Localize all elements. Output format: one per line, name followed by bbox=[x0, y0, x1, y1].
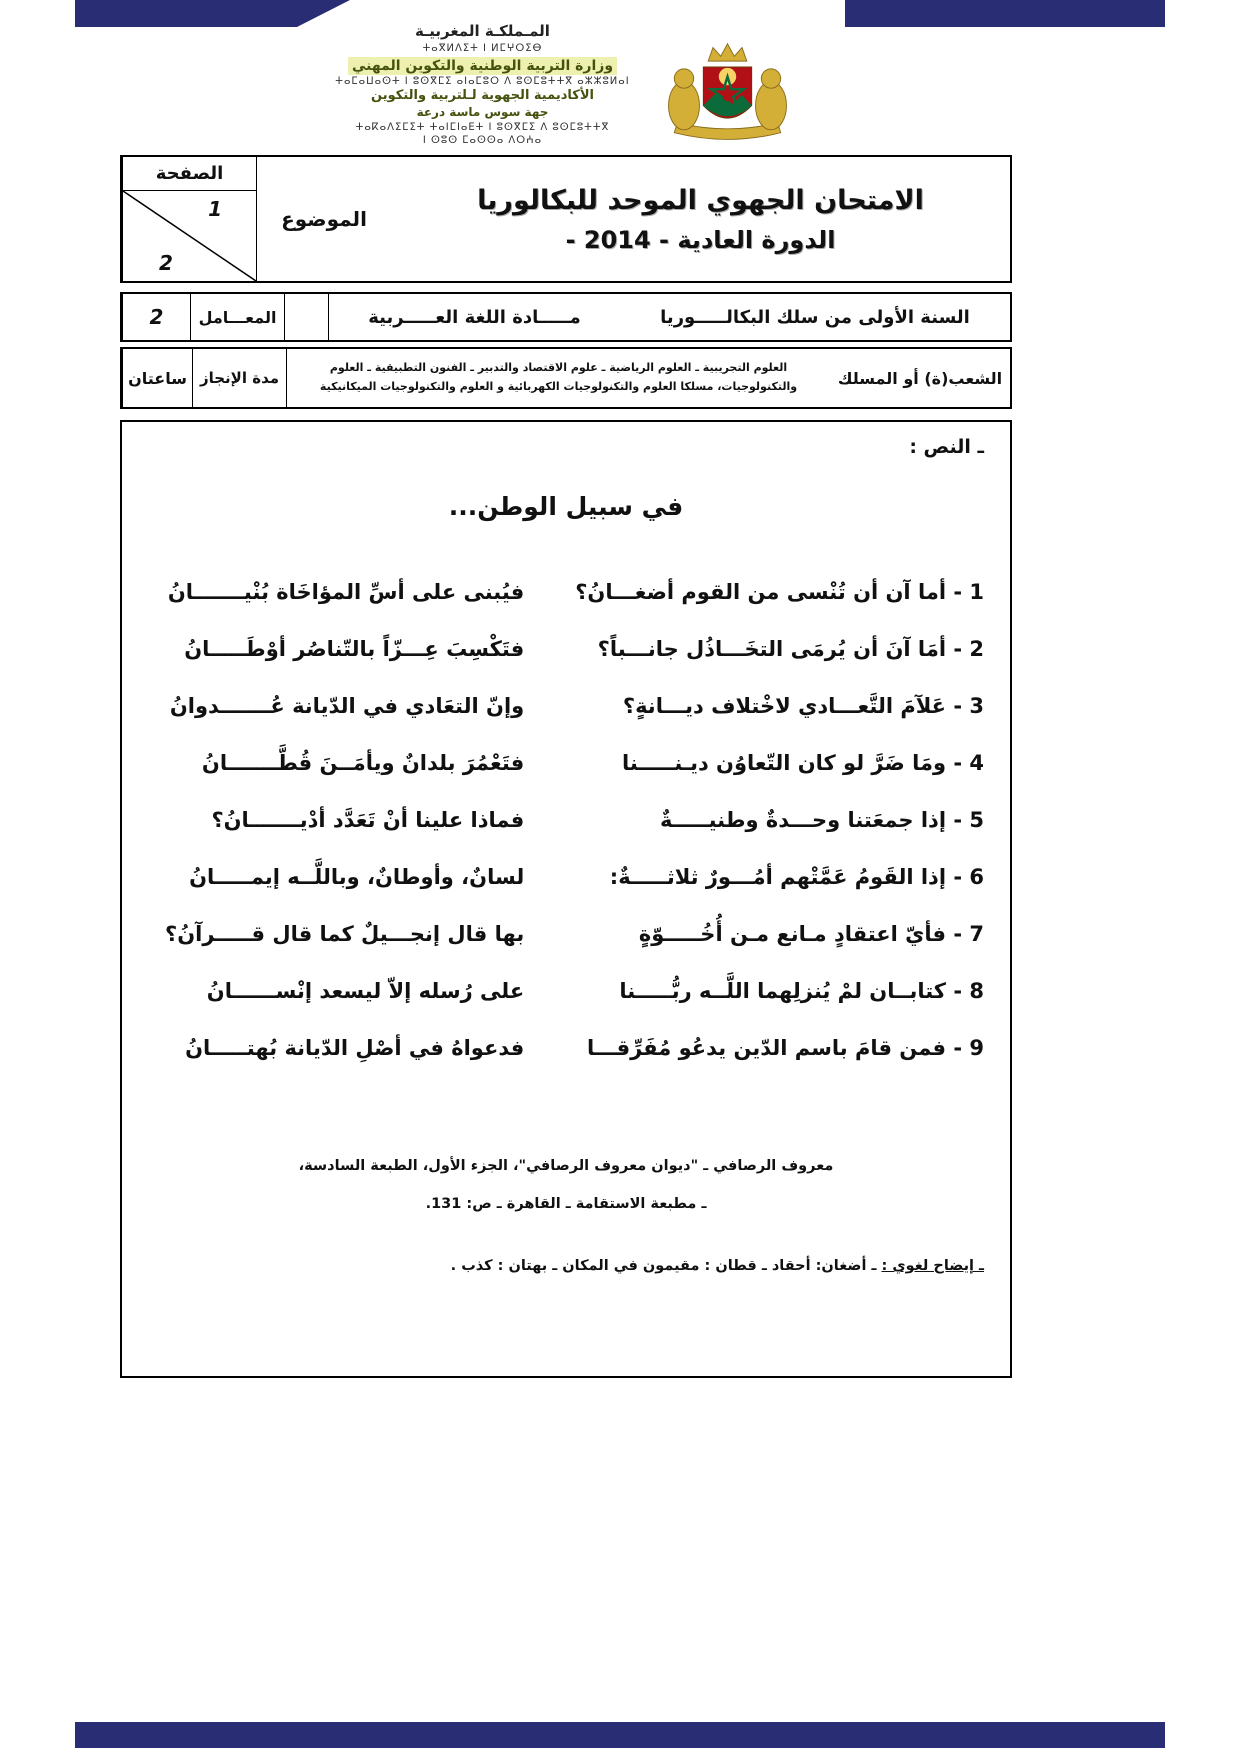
subject-box bbox=[256, 157, 391, 281]
verse-second-hemistich: فتَعْمُرَ بلدانٌ ويأمَــنَ قُطَّـــــــانُ bbox=[201, 750, 525, 775]
kingdom-name: المـملكـة المغربيـة bbox=[415, 22, 550, 40]
verse-row bbox=[148, 677, 984, 734]
coefficient-value: 2 bbox=[122, 294, 190, 340]
attribution-line-2: ـ مطبعة الاستقامة ـ القاهرة ـ ص: 131. bbox=[425, 1196, 707, 1212]
bottom-band bbox=[75, 1722, 1165, 1748]
exam-info-table bbox=[120, 155, 1012, 283]
text-label: ـ النص : bbox=[909, 436, 984, 458]
verse-first-hemistich: 8 - كتابــان لمْ يُنزلِهما اللَّــه ربُّـــــنا bbox=[619, 978, 984, 1003]
empty-cell bbox=[284, 294, 328, 340]
region-tifinagh: ⵏ ⵙⵓⵙ ⵎⴰⵙⵙⴰ ⴷⵔⵄⴰ bbox=[422, 134, 543, 146]
kingdom-tifinagh: ⵜⴰⴳⵍⴷⵉⵜ ⵏ ⵍⵎⵖⵔⵉⴱ bbox=[422, 42, 543, 54]
exam-session: الدورة العادية - 2014 - bbox=[565, 225, 836, 254]
verse-second-hemistich: فتَكْسِبَ عِـــزّاً بالتّناصُر أوْطَـــــانُ bbox=[184, 636, 525, 661]
lexical-note bbox=[148, 1258, 984, 1274]
verse-second-hemistich: فيُبنى على أسِّ المؤاخَاة بُنْيـــــــانُ bbox=[167, 579, 525, 604]
subject-name: مـــــادة اللغة العـــــربية bbox=[328, 294, 620, 340]
academy-name: الأكاديمية الجهوية لـلتربية والتكوين bbox=[371, 88, 594, 104]
page-fraction bbox=[123, 191, 256, 281]
verse-second-hemistich: فماذا علينا أنْ تَعَدَّد أدْيـــــــانُ؟ bbox=[211, 807, 525, 832]
page-indicator bbox=[122, 157, 256, 281]
streams-duration-table bbox=[120, 347, 1012, 409]
region-name: جهة سوس ماسة درعة bbox=[416, 105, 549, 120]
verse-second-hemistich: فدعواهُ في أصْلِ الدّيانة بُهتـــــانُ bbox=[185, 1035, 525, 1060]
verse-first-hemistich: 3 - عَلآمَ التَّعـــادي لاخْتلاف ديـــانةٍ؟ bbox=[622, 693, 984, 718]
subject-box-label: الموضوع bbox=[281, 207, 367, 231]
subject-level-table bbox=[120, 292, 1012, 342]
ministry-header bbox=[300, 22, 665, 147]
verse-row bbox=[148, 563, 984, 620]
verse-second-hemistich: لسانٌ، وأوطانٌ، وباللَّــه إيمـــــانُ bbox=[189, 864, 525, 889]
academy-tifinagh: ⵜⴰⴽⴰⴷⵉⵎⵉⵜ ⵜⴰⵏⵎⵏⴰⴹⵜ ⵏ ⵓⵙⴳⵎⵉ ⴷ ⵓⵙⵎⵓⵜⵜⴳ bbox=[355, 121, 610, 133]
page-label: الصفحة bbox=[123, 157, 256, 191]
poem bbox=[148, 563, 984, 1076]
verse-second-hemistich: بها قال إنجـــيلٌ كما قال قـــــرآنُ؟ bbox=[165, 921, 525, 946]
attribution-line-1: معروف الرصافي ـ "ديوان معروف الرصافي"، الجزء الأول، الطبعة السادسة، bbox=[298, 1158, 834, 1174]
verse-row bbox=[148, 620, 984, 677]
verse-second-hemistich: على رُسله إلاّ ليسعد إنْســــــانُ bbox=[206, 978, 525, 1003]
verse-first-hemistich: 1 - أما آن أن تُنْسى من القوم أضغـــانُ؟ bbox=[575, 579, 984, 604]
lexical-note-label: ـ إيضاح لغوي : bbox=[881, 1258, 984, 1274]
verse-row bbox=[148, 734, 984, 791]
lexical-note-text: ـ أضغان: أحقاد ـ قطان : مقيمون في المكان ـ بهتان : كذب . bbox=[450, 1258, 877, 1274]
verse-row bbox=[148, 1019, 984, 1076]
verse-row bbox=[148, 791, 984, 848]
page-number-total: 2 bbox=[159, 251, 173, 275]
coefficient-label: المعـــامل bbox=[190, 294, 284, 340]
exam-title: الامتحان الجهوي الموحد للبكالوريا bbox=[477, 184, 924, 216]
diagonal-line bbox=[123, 191, 256, 281]
page-number-current: 1 bbox=[208, 197, 222, 221]
coat-of-arms bbox=[655, 38, 800, 150]
duration-value: ساعتان bbox=[122, 349, 192, 407]
verse-row bbox=[148, 962, 984, 1019]
ministry-tifinagh: ⵜⴰⵎⴰⵡⴰⵙⵜ ⵏ ⵓⵙⴳⵎⵉ ⴰⵏⴰⵎⵓⵔ ⴷ ⵓⵙⵎⵓⵜⵜⴳ ⴰⵣⵣⵓⵍⴰⵏ bbox=[335, 76, 630, 88]
exam-title-cell bbox=[391, 157, 1010, 281]
poem-title: في سبيل الوطن... bbox=[448, 492, 684, 521]
level-name: السنة الأولى من سلك البكالـــــوريا bbox=[660, 306, 970, 328]
verse-first-hemistich: 9 - فمن قامَ باسم الدّين يدعُو مُفَرِّقـــا bbox=[586, 1035, 984, 1060]
verse-first-hemistich: 7 - فأيّ اعتقادٍ مـانع مـن أُخُـــــوّةٍ bbox=[638, 921, 984, 946]
verse-first-hemistich: 4 - ومَا ضَرَّ لو كان التّعاوُن ديـنـــــنا bbox=[621, 750, 984, 775]
verse-first-hemistich: 2 - أمَا آنَ أن يُرمَى التخَـــاذُل جانـــباً؟ bbox=[597, 636, 984, 661]
verse-second-hemistich: وإنّ التعَادي في الدّيانة عُـــــــدوانُ bbox=[169, 693, 525, 718]
track-label: الشعب(ة) أو المسلك bbox=[837, 368, 1003, 388]
coat-of-arms-svg bbox=[655, 38, 800, 150]
verse-first-hemistich: 5 - إذا جمعَتنا وحـــدةٌ وطنيـــــةٌ bbox=[659, 807, 984, 832]
verse-row bbox=[148, 848, 984, 905]
streams-text: العلوم التجريبية ـ العلوم الرياضية ـ علوم الاقتصاد والتدبير ـ الفنون التطبيقية ـ العلوم والتكنولوجيات، مسلكا العلوم والتكنولوجيات الكهربائية و العلوم والتكنولوجيات الميكانيكية bbox=[286, 349, 830, 407]
verse-first-hemistich: 6 - إذا القَومُ عَمَّتْهم أمُـــورٌ ثلاثـــــةٌ: bbox=[609, 864, 984, 889]
ministry-name: وزارة التربية الوطنية والتكوين المهني bbox=[348, 57, 617, 75]
text-section bbox=[120, 420, 1012, 1378]
duration-label: مدة الإنجاز bbox=[192, 349, 286, 407]
verse-row bbox=[148, 905, 984, 962]
